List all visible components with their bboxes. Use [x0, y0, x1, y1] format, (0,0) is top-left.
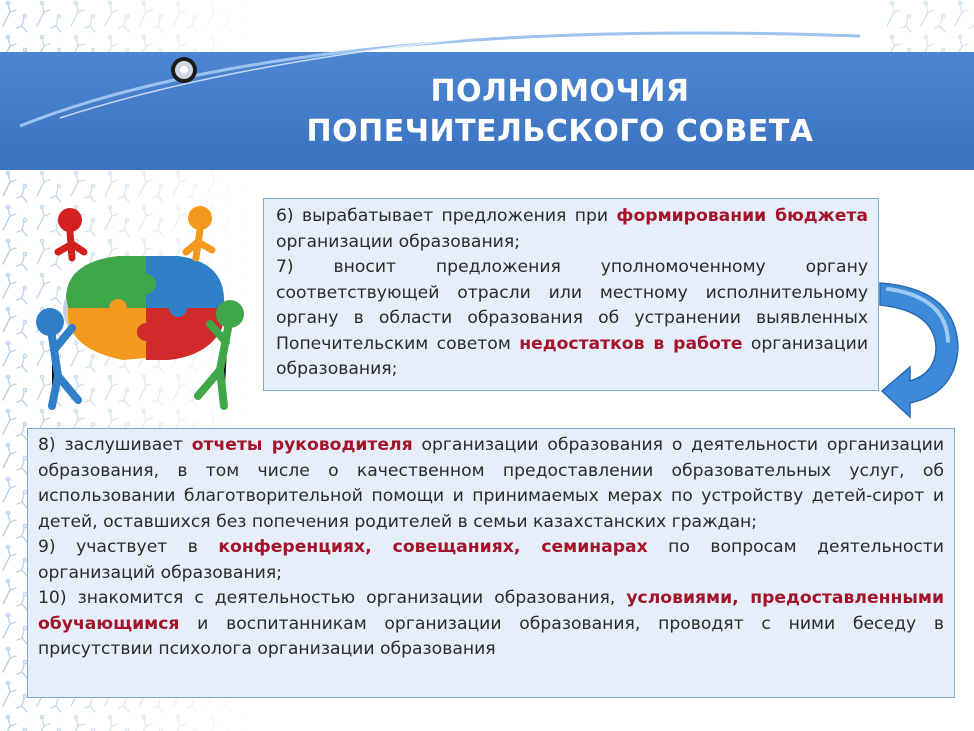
item-10-text-end: и воспитанникам организации образования, проводят с ними беседу в присутствии психолога организации образования: [38, 613, 944, 659]
curved-arrow-icon: [870, 275, 970, 425]
item-8-highlight: отчеты руководителя: [191, 435, 413, 455]
page-title: [200, 72, 920, 152]
item-6-text-end: организации образования;: [276, 231, 520, 252]
item-6-text: 6) вырабатывает предложения при: [276, 206, 617, 226]
orbit-node-icon: [171, 57, 197, 83]
item-7-text: 7) вносит предложения уполномоченному органу соответствующей отрасли или местному исполнительному органу в области образования об устранении выявленных Попечительским советом: [276, 257, 868, 354]
item-7-text-end: организации образования;: [276, 333, 868, 379]
item-9-highlight: конференциях, совещаниях, семинарах: [218, 537, 648, 557]
item-9-text: 9) участвует в: [38, 537, 219, 557]
person-red-icon: [58, 208, 84, 258]
powers-box-items-6-7: [263, 198, 879, 391]
item-10-text: 10) знакомится с деятельностью организации образования,: [38, 588, 627, 608]
item-8: [38, 433, 944, 535]
item-10: [38, 586, 944, 663]
powers-box-items-8-10: [27, 428, 955, 698]
item-6-highlight: формировании бюджета: [616, 206, 868, 226]
item-10-highlight: условиями, предоставленными обучающимся: [38, 588, 944, 634]
item-9-text-end: по вопросам деятельности организаций образования;: [38, 537, 944, 583]
item-8-text-end: организации образования о деятельности организации образования, в том числе о качественном предоставлении образовательных услуг, об использовании благотворительной помощи и принимаемых мерах по устройству детей-сирот и детей, оставшихся без попечения родителей в семьи казахстанских граждан;: [38, 435, 944, 532]
puzzle-people-illustration: [28, 200, 258, 420]
item-7-highlight: недостатков в работе: [519, 333, 743, 354]
item-8-text: 8) заслушивает: [38, 435, 192, 455]
title-line-1: ПОЛНОМОЧИЯ: [430, 74, 690, 109]
person-orange-icon: [186, 206, 212, 258]
item-9: [38, 535, 944, 586]
item-6: [276, 204, 868, 255]
item-7: [276, 255, 868, 383]
title-line-2: ПОПЕЧИТЕЛЬСКОГО СОВЕТА: [306, 114, 814, 149]
